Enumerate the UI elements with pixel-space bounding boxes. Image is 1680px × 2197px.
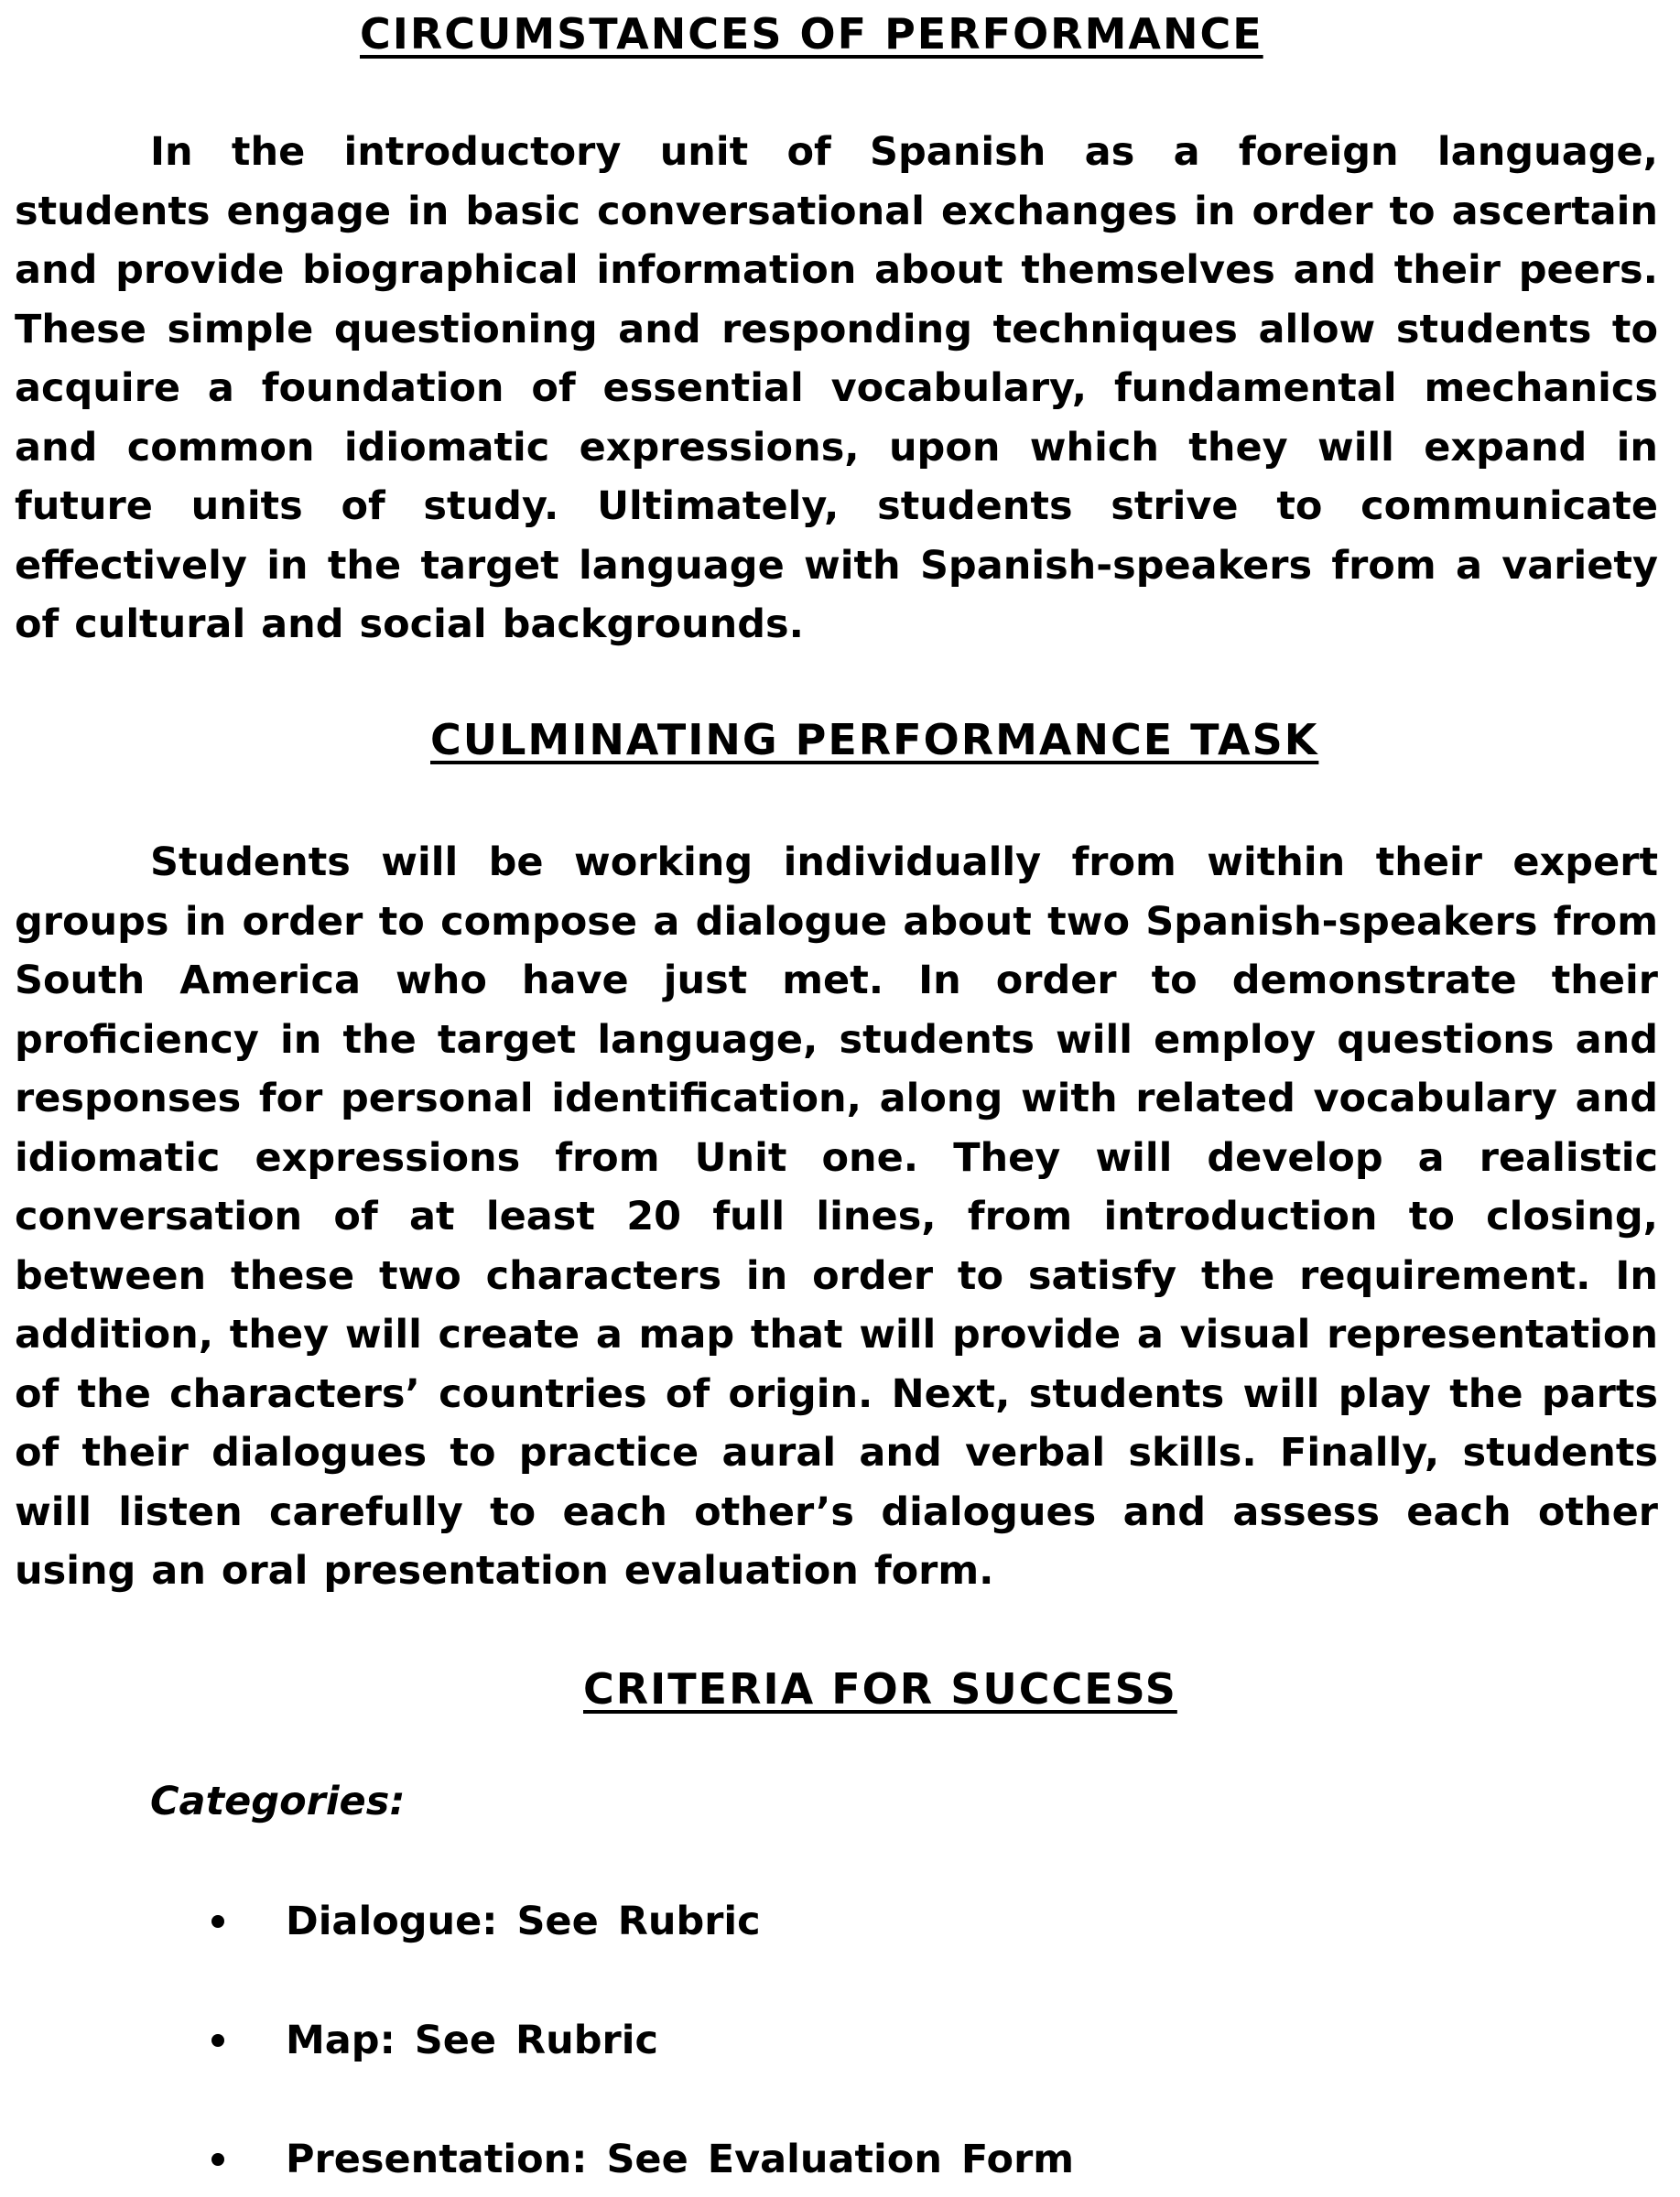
heading-circumstances-of-performance: CIRCUMSTANCES OF PERFORMANCE bbox=[360, 9, 1263, 59]
paragraph-culminating-task: Students will be working individually from within their expert groups in order to compose a dialogue about two Spanish-speakers from South America who have just met. In order to demonstrate their proficiency in the target language, students will employ questions and responses for personal identification, along with related vocabulary and idiomatic expressions from Unit one. They will develop a realistic conversation of at least 20 full lines, from introduction to closing, between these two characters in order to satisfy the requirement. In addition, they will create a map that will provide a visual representation of the characters’ countries of origin. Next, students will play the parts of their dialogues to practice aural and verbal skills. Finally, students will listen carefully to each other’s dialogues and assess each other using an oral presentation evaluation form. bbox=[15, 839, 1658, 1594]
bullet-icon bbox=[211, 2153, 224, 2166]
bullet-icon bbox=[211, 1915, 224, 1928]
criteria-item-presentation: Presentation: See Evaluation Form bbox=[286, 2137, 1075, 2182]
categories-label: Categories: bbox=[150, 1779, 406, 1824]
heading-culminating-performance-task: CULMINATING PERFORMANCE TASK bbox=[430, 715, 1319, 764]
criteria-item-dialogue: Dialogue: See Rubric bbox=[286, 1899, 761, 1944]
heading-criteria-for-success: CRITERIA FOR SUCCESS bbox=[583, 1664, 1177, 1714]
bullet-icon bbox=[211, 2034, 224, 2047]
criteria-item-map: Map: See Rubric bbox=[286, 2018, 658, 2063]
paragraph-circumstances: In the introductory unit of Spanish as a foreign language, students engage in basic conversational exchanges in order to ascertain and provide biographical information about themselves and their peers. These simple questioning and responding techniques allow students to acquire a foundation of essential vocabulary, fundamental mechanics and common idiomatic expressions, upon which they will expand in future units of study. Ultimately, students strive to communicate effectively in the target language with Spanish-speakers from a variety of cultural and social backgrounds. bbox=[15, 129, 1658, 647]
